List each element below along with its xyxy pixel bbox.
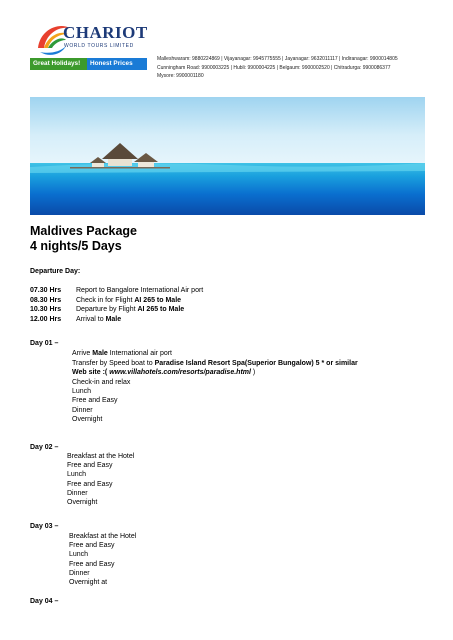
tagline-great-holidays: Great Holidays! (30, 58, 87, 70)
brand-subtitle: WORLD TOURS LIMITED (64, 43, 134, 49)
line-text: International air port (107, 350, 172, 357)
day-label: Day 04 – (30, 598, 59, 605)
departure-time: 10.30 Hrs (30, 306, 62, 313)
itinerary-item: Free and Easy (67, 480, 113, 488)
day-label: Day 02 – (30, 444, 59, 451)
itinerary-item: Dinner (69, 569, 90, 577)
step-bold: AI 265 to Male (134, 296, 182, 304)
departure-time: 12.00 Hrs (30, 315, 62, 323)
itinerary-item: Check-in and relax (72, 379, 131, 386)
itinerary-item: Lunch (72, 388, 92, 396)
departure-time: 07.30 Hrs (30, 287, 62, 294)
itinerary-item: Free and Easy (69, 560, 115, 568)
step-text: Report to Bangalore International Air port (76, 287, 204, 294)
maldives-banner-image (30, 97, 425, 215)
step-text: Check in for Flight (76, 296, 135, 304)
website-label: Web site :( (72, 369, 108, 376)
tagline-honest-prices: Honest Prices (87, 58, 147, 70)
itinerary-item: Dinner (67, 489, 88, 497)
itinerary-list (72, 378, 130, 424)
itinerary-item: Lunch (67, 471, 87, 479)
package-duration: 4 nights/5 Days (30, 239, 122, 253)
itinerary-list (67, 452, 134, 507)
package-title (30, 224, 137, 254)
itinerary-item: Free and Easy (67, 462, 113, 470)
itinerary-list (69, 532, 136, 587)
day-label: Day 03 – (30, 523, 59, 530)
contacts-line: Malleshwaram: 9880224869 | Vijayanagar: 9945775555 | Jayanagar: 9632011117 | Indiranagar: 9900014805 (157, 56, 398, 62)
departure-time: 08.30 Hrs (30, 296, 62, 304)
itinerary-item: Breakfast at the Hotel (67, 453, 135, 460)
step-bold: AI 265 to Male (137, 306, 185, 313)
departure-step (76, 286, 203, 295)
branch-contacts (157, 55, 447, 81)
line-text: Arrive (72, 350, 93, 357)
itinerary-item: Breakfast at the Hotel (69, 533, 137, 540)
itinerary-item: Overnight (72, 415, 103, 423)
line-text: Transfer by Speed boat to (72, 359, 155, 367)
itinerary-item: Free and Easy (69, 542, 115, 550)
website-link[interactable]: www.villahotels.com/resorts/paradise.html (107, 369, 251, 376)
brand-name: CHARIOT (63, 23, 148, 42)
contacts-line: Cunningham Road: 9900003225 | Hubli: 9900004225 | Belgaum: 9900002520 | Chitradurga: 9900086377 (157, 64, 391, 71)
step-bold: Male (105, 315, 122, 323)
hotel-website (72, 368, 255, 377)
line-text: ) (250, 369, 256, 376)
departure-step (76, 315, 121, 324)
itinerary-item: Dinner (72, 406, 93, 414)
contacts-line: Mysore: 9900001180 (157, 73, 204, 79)
itinerary-line (72, 349, 172, 358)
departure-step (76, 305, 184, 314)
step-text: Arrival to (76, 315, 106, 323)
itinerary-item: Free and Easy (72, 397, 118, 405)
package-title-line: Maldives Package (30, 224, 138, 238)
step-text: Departure by Flight (76, 306, 138, 313)
itinerary-item: Overnight (67, 499, 98, 507)
tagline-bar (30, 58, 147, 70)
itinerary-item: Lunch (69, 551, 89, 559)
line-bold: Paradise Island Resort Spa(Superior Bungalow) 5 * or similar (154, 359, 358, 367)
itinerary-item: Overnight at (69, 579, 108, 587)
departure-heading: Departure Day: (30, 268, 81, 275)
itinerary-line (72, 359, 358, 368)
departure-step (76, 296, 181, 305)
line-bold: Male (92, 350, 108, 357)
day-label: Day 01 – (30, 340, 59, 347)
